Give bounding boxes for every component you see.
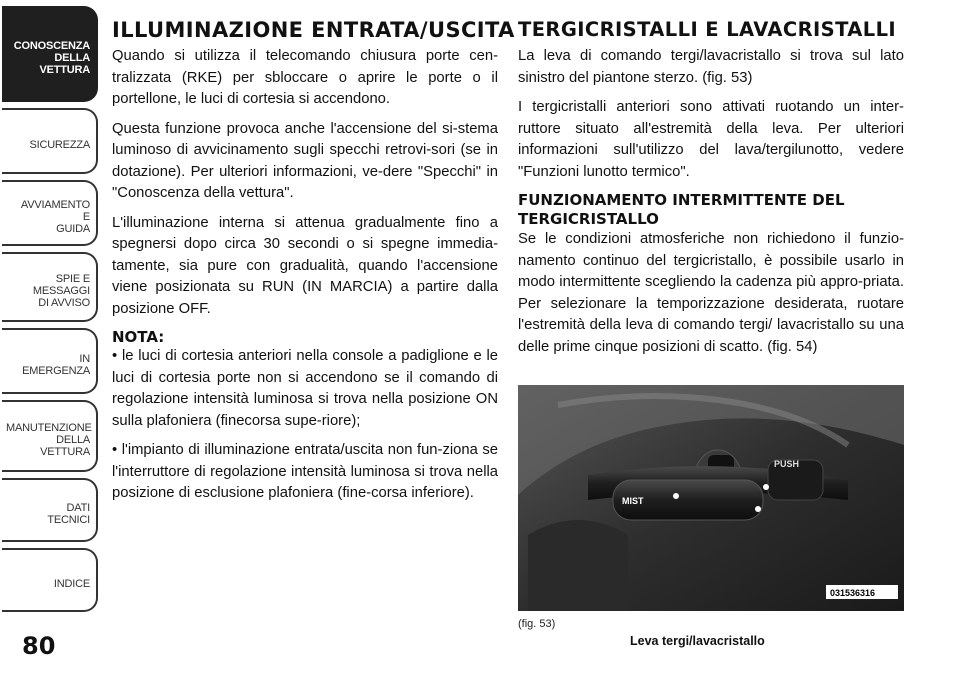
tab-label-line: SICUREZZA <box>29 139 90 151</box>
tab-label-line: DELLA <box>54 52 90 64</box>
tab-label-line: MANUTENZIONE <box>6 422 92 434</box>
chapter-tabs-sidebar <box>0 0 104 630</box>
right-column <box>518 18 904 366</box>
paragraph: Se le condizioni atmosferiche non richiedono il funzio-namento continuo del tergicristallo, è possibile usarlo in modo intermittente scegliendo la cadenza più appro-priata. Per selezionare la temporizzazione desiderata, ruotare l'estremità della leva di comando tergi/ lavacristallo su una delle prime cinque posizioni di scatto. (fig. 54) <box>518 231 904 355</box>
tab-spie-e-messaggi[interactable] <box>2 252 98 322</box>
tab-sicurezza[interactable] <box>2 108 98 174</box>
tab-label-line: DATI <box>66 502 90 514</box>
push-label: PUSH <box>774 459 800 469</box>
mist-label: MIST <box>622 496 644 506</box>
wiper-lever-illustration <box>518 385 904 611</box>
tab-label-line: INDICE <box>53 578 90 590</box>
tab-label-line: E <box>82 211 90 223</box>
left-column <box>112 18 515 513</box>
tab-avviamento-e-guida[interactable] <box>2 180 98 246</box>
figure-code: 031536316 <box>830 588 876 598</box>
note-bullet: • le luci di cortesia anteriori nella console a padiglione e le luci di cortesia porte non si accendono se il comando di regolazione intensità luminosa si trova nella posizione ON sulla plafoniera (finecorsa supe-riore); <box>112 348 498 429</box>
paragraph: Quando si utilizza il telecomando chiusura porte cen-tralizzata (RKE) per sbloccare o aprire le porte o il portellone, le luci di cortesia si accendono. <box>112 48 498 107</box>
tab-dati-tecnici[interactable] <box>2 478 98 542</box>
section-title-illuminazione: ILLUMINAZIONE ENTRATA/USCITA <box>112 18 515 42</box>
tab-in-emergenza[interactable] <box>2 328 98 394</box>
tab-label-line: DELLA <box>56 434 90 446</box>
wiper-lever-photo <box>518 385 904 611</box>
tab-label-line: EMERGENZA <box>22 365 90 377</box>
note-bullet: • l'impianto di illuminazione entrata/uscita non fun-ziona se l'interruttore di regolazione intensità luminosa si trova nella posizione di esclusione plafoniera (fine-corsa inferiore). <box>112 442 498 501</box>
subsection-title: FUNZIONAMENTO INTERMITTENTE DEL TERGICRISTALLO <box>518 191 845 228</box>
page-number: 80 <box>22 632 56 660</box>
figure-title: Leva tergi/lavacristallo <box>630 634 765 648</box>
paragraph: L'illuminazione interna si attenua gradualmente fino a spegnersi dopo circa 30 secondi o si spegne immedia-tamente, sia pure con gradualità, quando l'accensione viene posizionata su RUN (IN MARCIA) a partire dalla posizione OFF. <box>112 214 498 317</box>
tab-manutenzione-della-vettura[interactable] <box>2 400 98 472</box>
tab-label-line: CONOSCENZA <box>13 40 90 52</box>
paragraph: Questa funzione provoca anche l'accensione del si-stema luminoso di avvicinamento sugli specchi retrovi-sori (se in dotazione). Per ulteriori informazioni, ve-dere "Specchi" in "Conoscenza della vettura". <box>112 120 498 201</box>
figure-caption: (fig. 53) <box>518 618 556 630</box>
tab-label-line: AVVIAMENTO <box>20 199 90 211</box>
tab-label-line: TECNICI <box>47 514 90 526</box>
tab-label-line: GUIDA <box>56 223 90 235</box>
section-title-tergicristalli: TERGICRISTALLI E LAVACRISTALLI <box>518 18 897 41</box>
tab-label-line: SPIE E <box>55 273 90 285</box>
paragraph: La leva di comando tergi/lavacristallo si trova sul lato sinistro del piantone sterzo. (fig. 53) <box>518 48 904 86</box>
tab-label-line: MESSAGGI <box>32 285 90 297</box>
tab-label-line: VETTURA <box>40 446 90 458</box>
tab-label-line: VETTURA <box>39 64 90 76</box>
tab-conoscenza-della-vettura[interactable] <box>2 6 98 102</box>
tab-label-line: IN <box>79 353 90 365</box>
nota-label: NOTA: <box>112 328 165 346</box>
paragraph: I tergicristalli anteriori sono attivati ruotando un inter-ruttore situato all'estremità della leva. Per ulteriori informazioni sull'utilizzo del lava/tergilunotto, vedere "Funzioni lunotto termico". <box>518 99 904 180</box>
tab-indice[interactable] <box>2 548 98 612</box>
tab-label-line: DI AVVISO <box>38 297 90 309</box>
